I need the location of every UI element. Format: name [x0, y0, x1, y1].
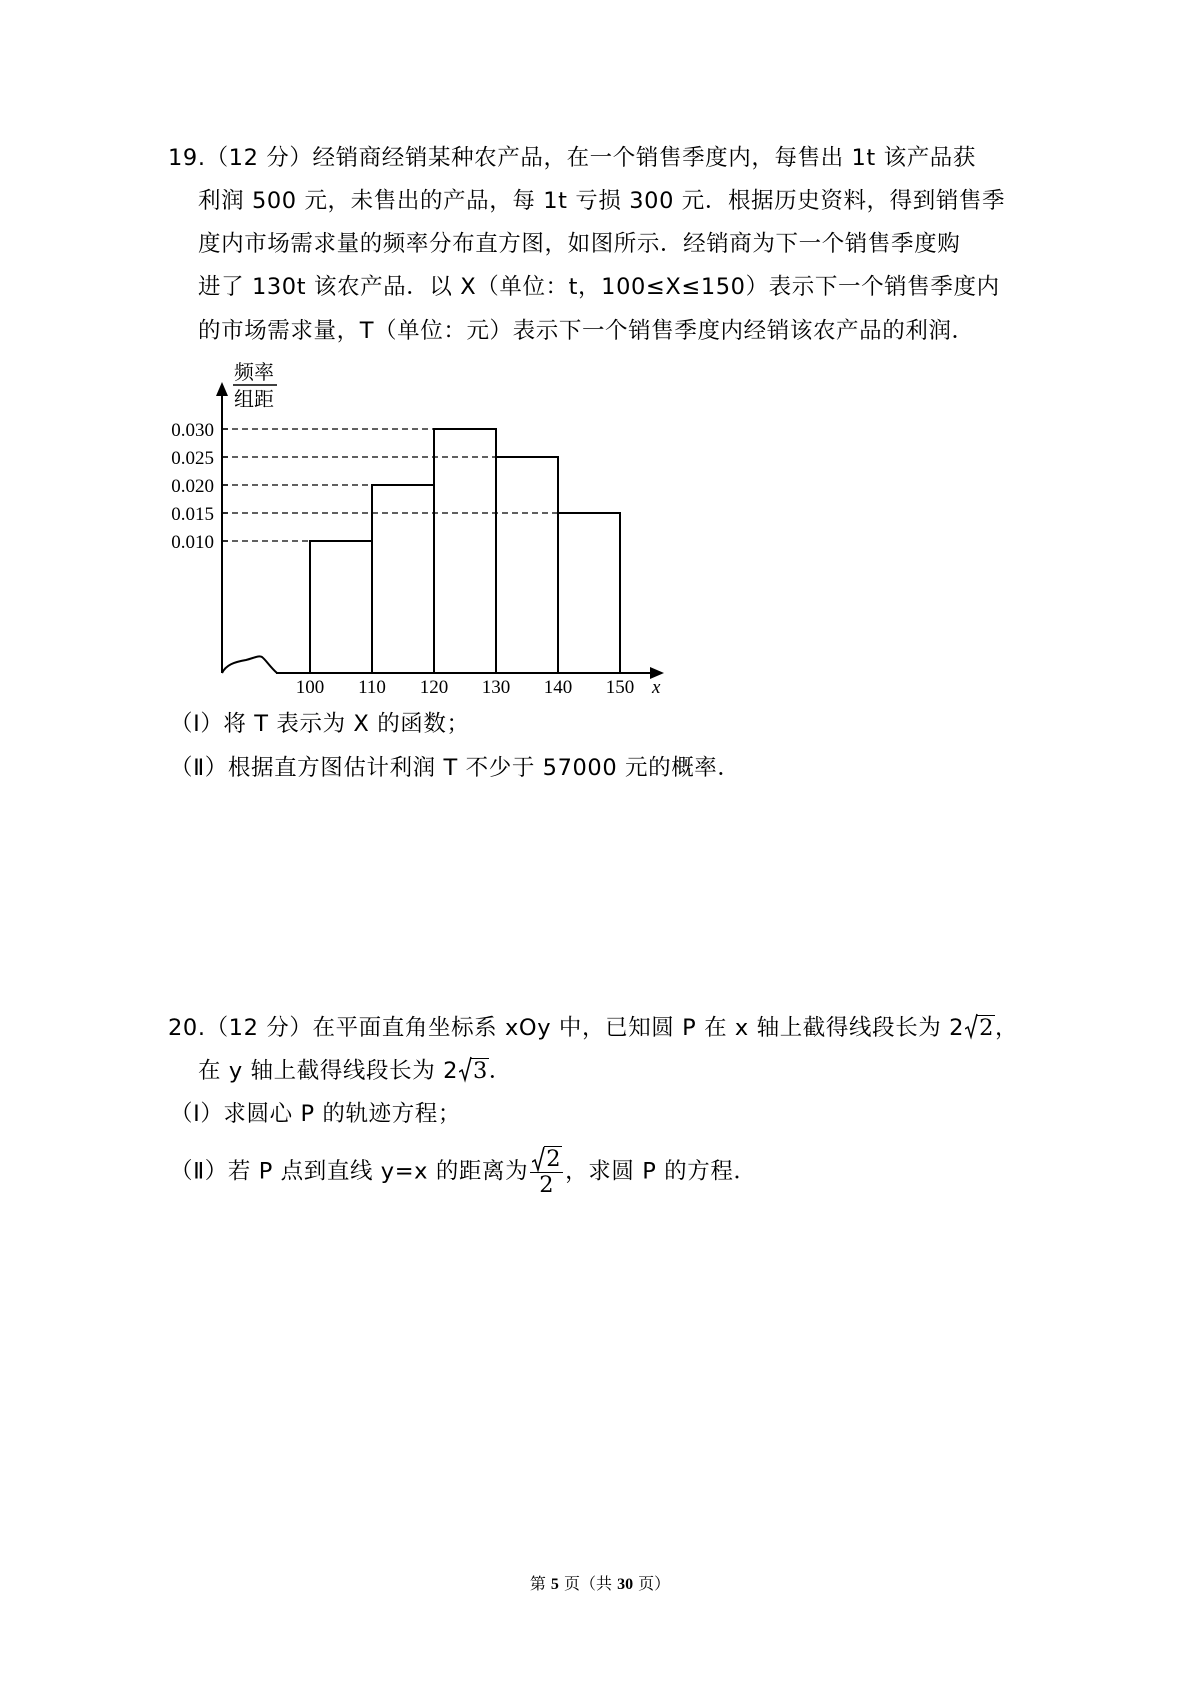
- y-axis-arrow: [216, 382, 228, 396]
- q20-part-1: （Ⅰ）求圆心 P 的轨迹方程；: [170, 1101, 462, 1127]
- q19-part-2: （Ⅱ）根据直方图估计利润 T 不少于 57000 元的概率．: [170, 755, 741, 781]
- sqrt-radicand: 2: [979, 1015, 994, 1041]
- sqrt-radicand: 3: [473, 1058, 488, 1084]
- y-tick-label: 0.030: [171, 420, 214, 441]
- y-axis-label-denominator: 组距: [234, 387, 274, 411]
- q19-line-4: 进了 130t 该农产品．以 X（单位：t，100≤X≤150）表示下一个销售季度内: [198, 274, 1000, 300]
- q20-line-2: [198, 1056, 512, 1086]
- fraction: [530, 1146, 563, 1197]
- q20-line-1: [168, 1013, 1018, 1043]
- q20-line-1-suffix: ，: [995, 1015, 1019, 1041]
- x-tick-label: 150: [605, 677, 635, 698]
- footer-page-number: 5: [550, 1576, 559, 1593]
- page-footer: [0, 1571, 1200, 1594]
- x-tick-label: 120: [419, 677, 449, 698]
- x-tick-label: 140: [543, 677, 573, 698]
- sqrt-symbol: [532, 1146, 562, 1172]
- histogram-bar: [558, 513, 620, 673]
- q19-line-5: 的市场需求量，T（单位：元）表示下一个销售季度内经销该农产品的利润．: [198, 318, 975, 344]
- x-tick-label: 110: [358, 677, 386, 698]
- x-tick-label: 130: [481, 677, 511, 698]
- q20-part-2-suffix: ，求圆 P 的方程．: [565, 1158, 757, 1185]
- q19-line-2: 利润 500 元，未售出的产品，每 1t 亏损 300 元．根据历史资料，得到销售季: [198, 188, 1006, 214]
- footer-prefix: 第: [529, 1574, 551, 1593]
- q20-part-2: [170, 1146, 757, 1197]
- q19-line-3: 度内市场需求量的频率分布直方图，如图所示．经销商为下一个销售季度购: [198, 231, 961, 257]
- fraction-denominator: 2: [539, 1172, 555, 1198]
- y-axis-label-numerator: 频率: [234, 360, 274, 384]
- x-axis-label: x: [652, 677, 661, 698]
- q20-part-2-text: （Ⅱ）若 P 点到直线 y=x 的距离为: [170, 1158, 529, 1185]
- sqrt-symbol: [459, 1056, 489, 1086]
- histogram-bar: [496, 457, 558, 673]
- q19-line-1: 19.（12 分）经销商经销某种农产品，在一个销售季度内，每售出 1t 该产品获: [168, 145, 977, 171]
- q19-part-1: （Ⅰ）将 T 表示为 X 的函数；: [170, 711, 470, 737]
- histogram-bar: [310, 541, 372, 673]
- x-tick-label: 100: [295, 677, 325, 698]
- q20-line-1-text: 20.（12 分）在平面直角坐标系 xOy 中，已知圆 P 在 x 轴上截得线段长为 2: [168, 1015, 965, 1041]
- footer-total-pages: 30: [617, 1576, 634, 1593]
- sqrt-symbol: [965, 1013, 995, 1043]
- y-tick-label: 0.010: [171, 532, 214, 553]
- frequency-histogram: [0, 0, 1200, 700]
- y-tick-label: 0.025: [171, 448, 214, 469]
- q20-line-2-suffix: ．: [488, 1058, 513, 1084]
- axis-break-squiggle: [222, 656, 277, 673]
- sqrt-radicand: 2: [546, 1146, 562, 1172]
- q20-line-2-text: 在 y 轴上截得线段长为 2: [198, 1058, 458, 1084]
- y-tick-label: 0.020: [171, 476, 214, 497]
- y-tick-label: 0.015: [171, 504, 214, 525]
- histogram-bar: [434, 429, 496, 673]
- footer-middle: 页（共: [558, 1574, 618, 1593]
- footer-suffix: 页）: [633, 1574, 671, 1593]
